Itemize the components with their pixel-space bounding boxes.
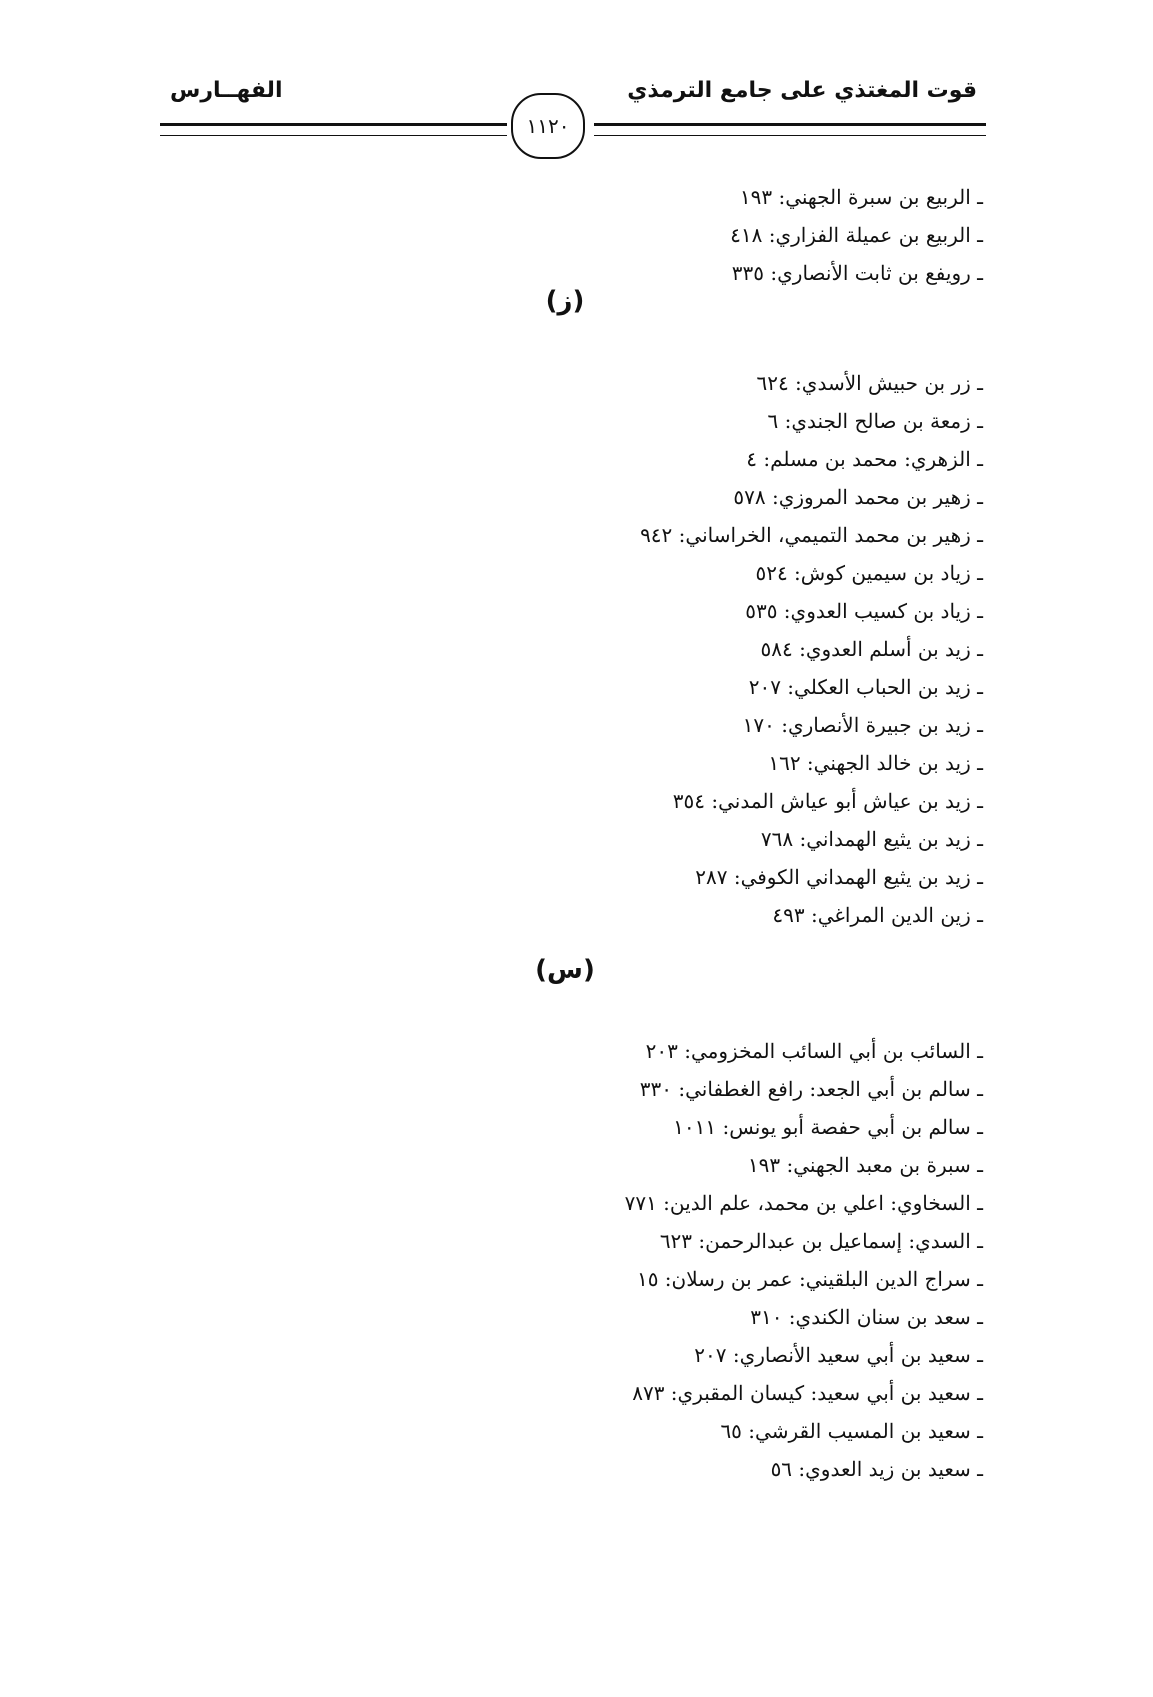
entry-list-ra (730, 178, 983, 292)
index-entry: ـ سراج الدين البلقيني: عمر بن رسلان: ١٥ (636, 1267, 983, 1291)
index-entry: ـ زيد بن خالد الجهني: ١٦٢ (768, 751, 983, 775)
page-header (0, 70, 1153, 160)
index-entry: ـ زهير بن محمد المروزي: ٥٧٨ (733, 485, 983, 509)
index-entry: ـ زيد بن الحباب العكلي: ٢٠٧ (748, 675, 983, 699)
header-rule-left (160, 123, 507, 136)
index-entry: ـ زياد بن سيمين كوش: ٥٢٤ (755, 561, 983, 585)
header-rule-right (594, 123, 986, 136)
index-entry: ـ السخاوي: اعلي بن محمد، علم الدين: ٧٧١ (624, 1191, 983, 1215)
entry-list-zay (640, 364, 983, 934)
page-number-badge (511, 93, 585, 159)
index-entry: ـ سعيد بن أبي سعيد: كيسان المقبري: ٨٧٣ (632, 1381, 983, 1405)
page-number: ١١٢٠ (526, 114, 570, 138)
index-entry: ـ الربيع بن عميلة الفزاري: ٤١٨ (730, 223, 983, 247)
index-entry: ـ سبرة بن معبد الجهني: ١٩٣ (747, 1153, 983, 1177)
index-entry: ـ سالم بن أبي الجعد: رافع الغطفاني: ٣٣٠ (639, 1077, 983, 1101)
index-entry: ـ زيد بن يثيع الهمداني الكوفي: ٢٨٧ (695, 865, 983, 889)
index-entry: ـ سعيد بن زيد العدوي: ٥٦ (770, 1457, 983, 1481)
index-entry: ـ زهير بن محمد التميمي، الخراساني: ٩٤٢ (640, 523, 983, 547)
section-title: الفهــارس (170, 78, 283, 103)
index-entry: ـ سالم بن أبي حفصة أبو يونس: ١٠١١ (673, 1115, 983, 1139)
section-heading-sin: (س) (535, 955, 595, 985)
section-heading-zay: (ز) (545, 286, 585, 316)
entry-list-sin (625, 1032, 983, 1488)
index-entry: ـ السدي: إسماعيل بن عبدالرحمن: ٦٢٣ (659, 1229, 983, 1253)
index-entry: ـ زيد بن أسلم العدوي: ٥٨٤ (760, 637, 983, 661)
index-entry: ـ سعيد بن أبي سعيد الأنصاري: ٢٠٧ (694, 1343, 983, 1367)
book-title: قوت المغتذي على جامع الترمذي (627, 78, 977, 103)
index-entry: ـ الزهري: محمد بن مسلم: ٤ (746, 447, 983, 471)
index-entry: ـ سعيد بن المسيب القرشي: ٦٥ (720, 1419, 983, 1443)
index-entry: ـ الربيع بن سبرة الجهني: ١٩٣ (739, 185, 983, 209)
index-entry: ـ السائب بن أبي السائب المخزومي: ٢٠٣ (645, 1039, 983, 1063)
index-entry: ـ سعد بن سنان الكندي: ٣١٠ (750, 1305, 983, 1329)
index-entry: ـ زمعة بن صالح الجندي: ٦ (767, 409, 983, 433)
index-entry: ـ زين الدين المراغي: ٤٩٣ (772, 903, 983, 927)
index-entry: ـ زياد بن كسيب العدوي: ٥٣٥ (745, 599, 983, 623)
index-entry: ـ زيد بن عياش أبو عياش المدني: ٣٥٤ (672, 789, 983, 813)
index-entry: ـ زيد بن جبيرة الأنصاري: ١٧٠ (742, 713, 983, 737)
index-entry: ـ زيد بن يثيع الهمداني: ٧٦٨ (760, 827, 983, 851)
index-entry: ـ زر بن حبيش الأسدي: ٦٢٤ (756, 371, 983, 395)
index-entry: ـ رويفع بن ثابت الأنصاري: ٣٣٥ (731, 261, 983, 285)
